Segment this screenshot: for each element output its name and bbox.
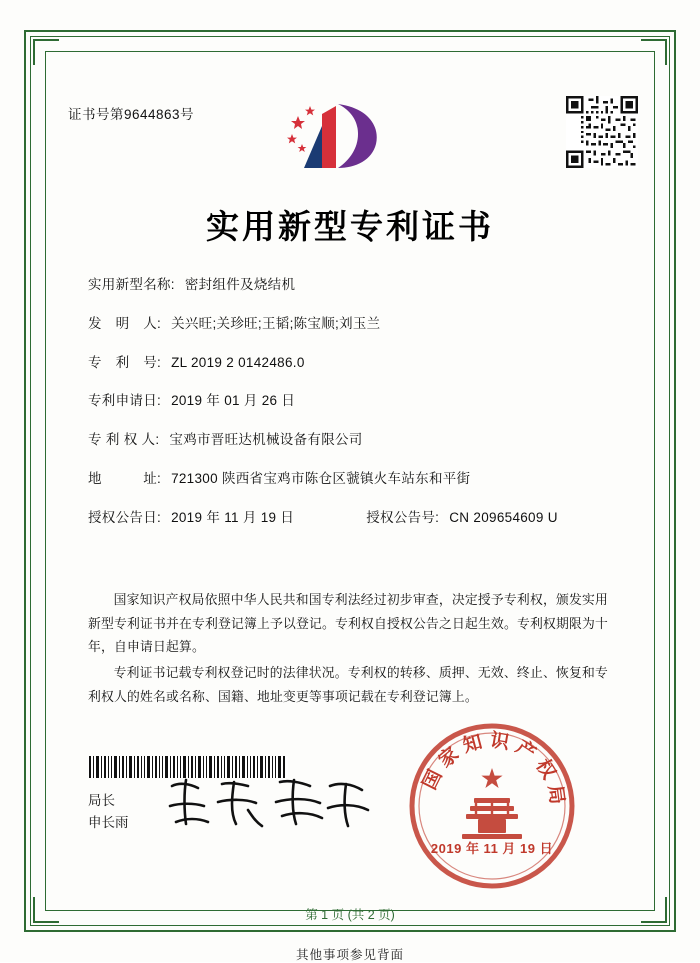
- footer-note: 其他事项参见背面: [295, 948, 404, 962]
- field-label: 地 址:: [88, 470, 162, 486]
- handwritten-signature: [160, 772, 380, 834]
- official-red-seal: [404, 718, 580, 894]
- field-row-grant-announcement: [88, 508, 618, 528]
- page-title: 实用新型专利证书: [206, 210, 494, 246]
- field-value: 关兴旺;关珍旺;王韬;陈宝顺;刘玉兰: [171, 315, 381, 331]
- seal-date: 2019 年 11 月 19 日: [430, 841, 554, 856]
- field-label: 专利申请日:: [88, 393, 162, 409]
- field-row-address: [88, 469, 618, 489]
- field-row-patentee: [88, 430, 618, 450]
- grant-number-label: 授权公告号:: [366, 509, 440, 525]
- grant-number-value: CN 209654609 U: [449, 509, 558, 525]
- field-value: 721300 陕西省宝鸡市陈仓区虢镇火车站东和平街: [171, 470, 471, 486]
- field-list: [88, 275, 618, 546]
- field-value: 宝鸡市晋旺达机械设备有限公司: [169, 432, 363, 447]
- field-label: 实用新型名称:: [88, 277, 175, 292]
- svg-text:国家知识产权局: 国家知识产权局: [419, 729, 568, 812]
- qr-code: [566, 96, 638, 168]
- director-role-label: 局长: [88, 793, 115, 808]
- field-row-patent-number: [88, 353, 618, 373]
- field-label: 专 利 权 人:: [88, 432, 160, 447]
- legal-paragraph-1: 国家知识产权局依照中华人民共和国专利法经过初步审查，决定授予专利权，颁发实用新型专利证书并在专利登记簿上予以登记。专利权自授权公告之日起生效。专利权期限为十年，自申请日起算。: [88, 592, 608, 655]
- corner-ornament-top-left: [33, 39, 59, 65]
- field-row-application-date: [88, 391, 618, 411]
- cnipa-emblem-logo: [276, 96, 396, 176]
- field-row-inventors: [88, 314, 618, 334]
- field-row-utility-model-name: [88, 275, 618, 295]
- field-value: 密封组件及烧结机: [184, 277, 296, 292]
- director-name-label: 申长雨: [88, 815, 129, 831]
- field-value: 2019 年 01 月 26 日: [171, 393, 296, 409]
- signature-block: [88, 790, 129, 835]
- corner-ornament-top-right: [641, 39, 667, 65]
- legal-text: [88, 588, 608, 710]
- certificate-number: 证书号第9644863号: [68, 107, 195, 122]
- grant-date-value: 2019 年 11 月 19 日: [171, 509, 295, 525]
- field-label: 发 明 人:: [88, 315, 162, 331]
- legal-paragraph-2: 专利证书记载专利权登记时的法律状况。专利权的转移、质押、无效、终止、恢复和专利权人的姓名或名称、国籍、地址变更等事项记载在专利登记簿上。: [88, 665, 608, 704]
- grant-date-label: 授权公告日:: [88, 509, 162, 525]
- field-value: ZL 2019 2 0142486.0: [171, 354, 305, 370]
- page-number: 第 1 页 (共 2 页): [305, 908, 395, 922]
- field-label: 专 利 号:: [88, 354, 162, 370]
